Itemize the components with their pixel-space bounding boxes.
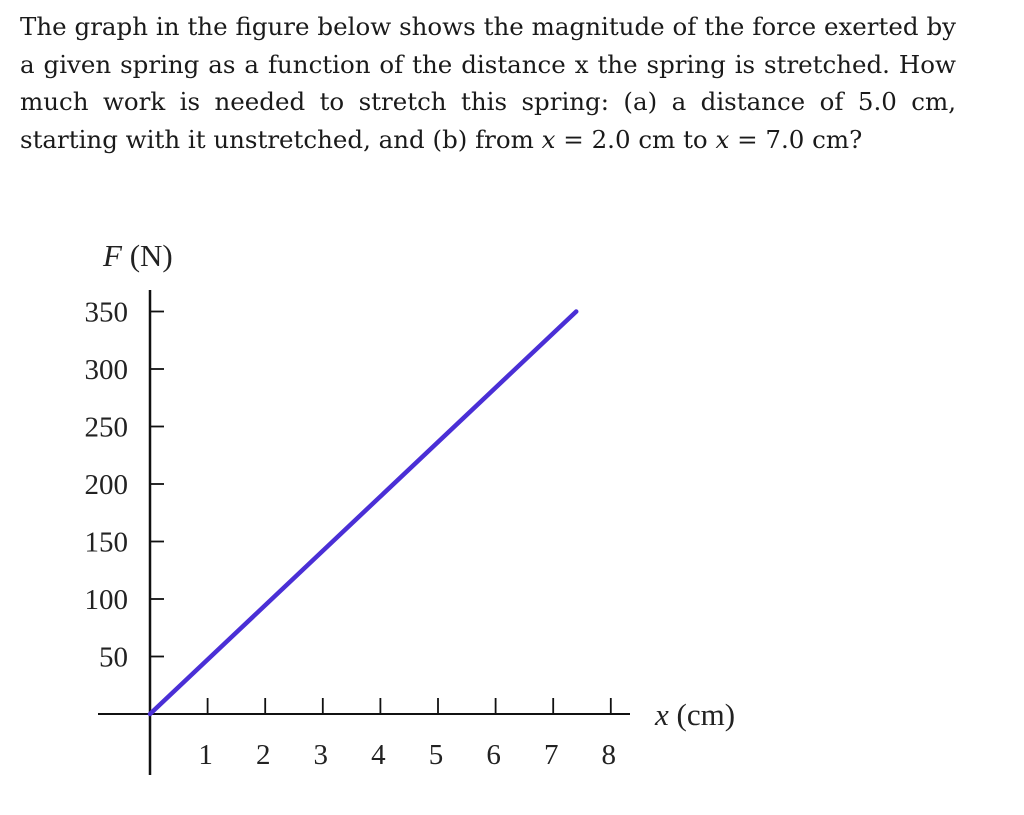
x-tick-label: 2	[255, 739, 271, 771]
problem-text-part: The graph in the figure below shows the magnitude of the force exerted by a given spring as a function of the distance x the spring is stretched. How much work is needed to stretch this spring: (a) a distance of 5.0 cm, starting with it unstretched, and (b) from	[20, 12, 956, 154]
variable-x: x	[541, 124, 556, 154]
x-tick-label: 7	[543, 739, 559, 771]
problem-text-part: = 7.0 cm?	[729, 124, 863, 154]
series-layer	[150, 312, 576, 715]
x-tick-label: 3	[313, 739, 329, 771]
problem-text-part: = 2.0 cm to	[555, 124, 716, 154]
x-axis-ticks	[198, 698, 616, 771]
y-tick-label: 100	[84, 584, 128, 616]
x-tick-label: 4	[371, 739, 386, 771]
y-axis-title: F (N)	[103, 238, 173, 273]
x-tick-label: 6	[486, 739, 501, 771]
variable-x: x	[715, 124, 730, 154]
y-tick-label: 200	[84, 469, 128, 501]
y-tick-label: 300	[84, 354, 128, 386]
y-tick-label: 250	[84, 411, 128, 444]
force-line	[150, 312, 576, 715]
x-tick-label: 8	[601, 739, 617, 771]
x-axis-title: x (cm)	[655, 697, 736, 732]
x-tick-label: 5	[428, 739, 444, 771]
x-tick-label: 1	[198, 739, 213, 771]
y-axis-ticks	[85, 297, 165, 674]
y-tick-label: 350	[84, 296, 128, 329]
y-tick-label: 50	[99, 641, 128, 674]
y-tick-label: 150	[84, 526, 128, 559]
